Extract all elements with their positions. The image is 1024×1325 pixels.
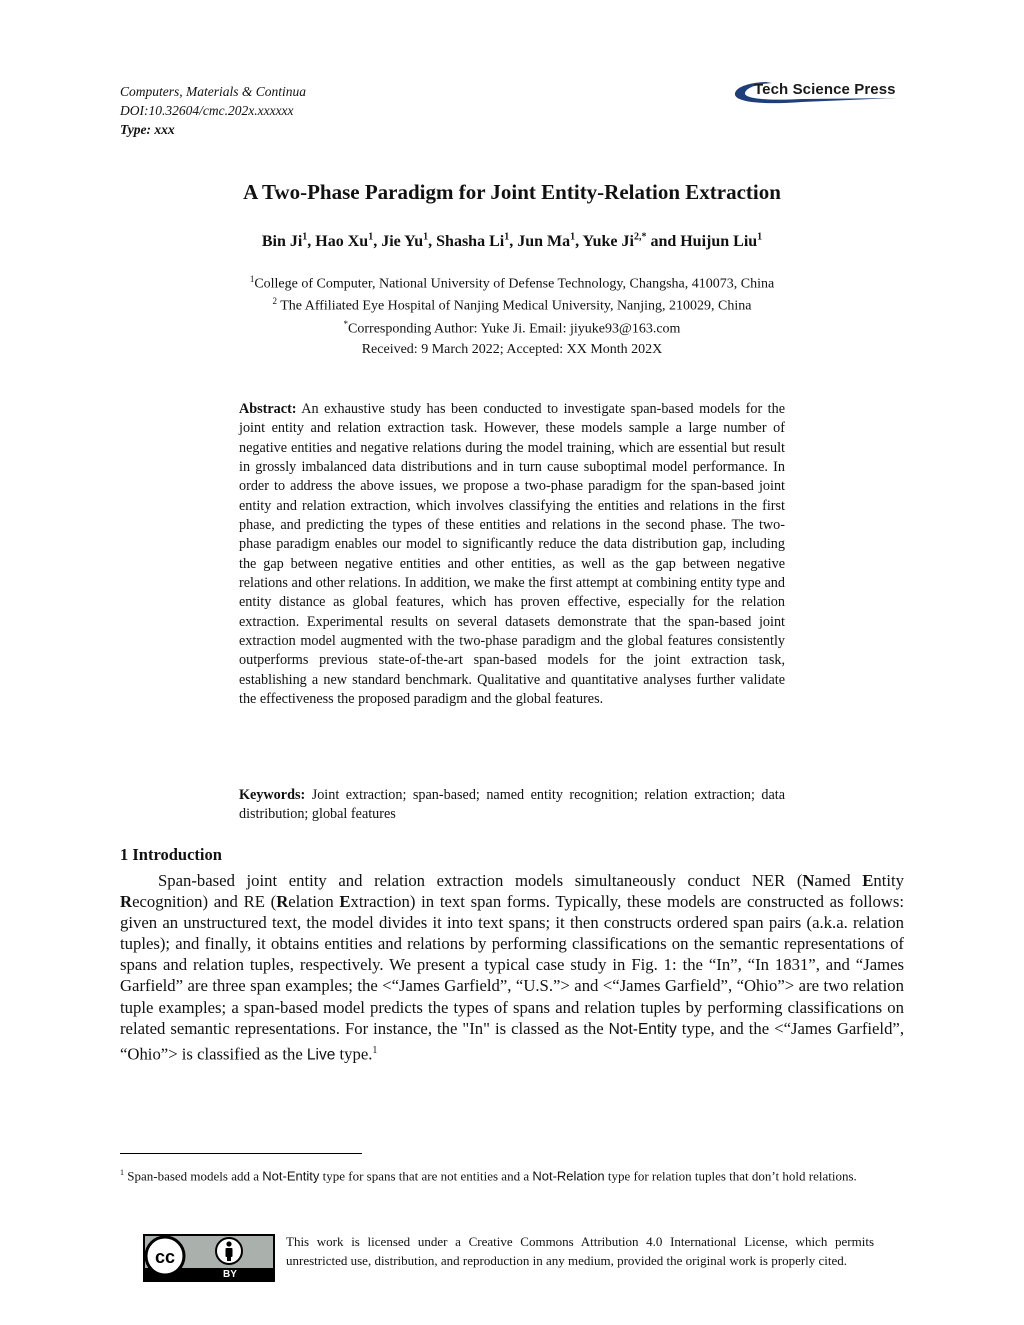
abstract-text: An exhaustive study has been conducted to investigate span-based models for the joint entity and relation extraction task. However, these models sample a large number of negative entities and negative relations during the model training, which are essential but result in grossly imbalanced data distributions and in turn cause suboptimal model performance. In order to address the above issues, we propose a two-phase paradigm for the span-based joint entity and relation extraction, which involves classifying the entities and relations in the first phase, and predicting the types of these entities and relations in the second phase. The two-phase paradigm enables our model to significantly reduce the data distribution gap, including the gap between negative entities and other entities, as well as the gap between negative relations and other relations. In addition, we make the first attempt at combining entity type and entity distance as global features, which has proven effective, especially for the relation extraction. Experimental results on several datasets demonstrate that the span-based joint extraction model augmented with the two-phase paradigm and the global features consistently outperforms previous state-of-the-art span-based models for the joint extraction task, establishing a new standard benchmark. Qualitative and quantitative analyses further validate the effectiveness the proposed paradigm and the global features. xyxy=(239,401,786,708)
keywords-text: Joint extraction; span-based; named entity recognition; relation extraction; data distribution; global features xyxy=(239,787,786,823)
abstract xyxy=(239,400,785,710)
publisher-logo xyxy=(732,77,904,107)
footnote: $^1$ Span-based models add a Not-Entity type for spans that are not entities and a Not-Relation type for relation tuples that don’t hold relations. xyxy=(120,1168,857,1184)
author: Shasha Li$^1$, xyxy=(436,232,518,251)
author: Jun Ma$^1$, xyxy=(517,232,583,251)
author: Yuke $Ji^{2,*}$ and xyxy=(582,232,681,251)
journal-name: Computers, Materials & Continua xyxy=(120,84,307,99)
cc-by-badge[interactable] xyxy=(143,1234,275,1282)
introduction-body xyxy=(120,870,904,1065)
received-dates: Received: 9 March 2022; Accepted: XX Month 202X xyxy=(361,342,663,357)
section-heading: 1 Introduction xyxy=(120,845,222,864)
cc-by-label: BY xyxy=(223,1269,237,1280)
affiliation-1: $^1$College of Computer, National University of Defense Technology, Changsha, 410073, China xyxy=(249,274,775,292)
journal-header xyxy=(120,82,306,139)
article-type: Type: xxx xyxy=(120,122,175,137)
corresponding-author: *Corresponding Author: Yuke Ji. Email: jiyuke93@163.com xyxy=(343,319,681,337)
journal-doi: DOI:10.32604/cmc.202x.xxxxxx xyxy=(120,103,294,118)
cc-license-icon xyxy=(143,1234,275,1282)
paper-title: A Two-Phase Paradigm for Joint Entity-Relation Extraction xyxy=(243,180,781,204)
not-entity-term: Not-Entity xyxy=(608,1020,677,1038)
keywords-label: Keywords: xyxy=(239,787,306,803)
footnote-divider xyxy=(120,1153,362,1154)
affiliation-2: $^2$ The Affiliated Eye Hospital of Nanjing Medical University, Nanjing, 210029, China xyxy=(272,296,752,314)
keywords xyxy=(239,786,785,825)
svg-text:cc: cc xyxy=(154,1247,176,1267)
author: Huijun Liu$^1$ xyxy=(680,232,763,251)
live-term: Live xyxy=(306,1046,336,1064)
intro-paragraph: Span-based joint entity and relation extraction models simultaneously conduct NER (Named Entity Recognition) and RE (Relation Extraction) in text span forms. Typically, these models are constructed as follows: given an unstructured text, the model divides it into text spans; it then constructs ordered span pairs (a.k.a. relation tuples); and finally, it obtains entities and relations by performing classifications on the semantic representations of spans and relation tuples, respectively. We present a typical case study in Fig. 1: the “In”, “In 1831”, and “James Garfield” are three span examples; the <“James Garfield”, “U.S.”> and <“James Garfield”, “Ohio”> are two relation tuple examples; a span-based model predicts the types of spans and relation tuples by performing classifications on related semantic representations. For instance, the "In" is classed as the Not-Entity type, and the <“James Garfield”, “Ohio”> is classified as the Live type.$^1$ xyxy=(120,871,904,1064)
author: Hao Xu$^1$, xyxy=(315,232,382,251)
author: Jie Yu$^1$, xyxy=(381,232,437,251)
abstract-label: Abstract: xyxy=(239,401,297,417)
author-list xyxy=(0,232,1024,251)
license-text: This work is licensed under a Creative Commons Attribution 4.0 International License, which permits unrestricted use, distribution, and reproduction in any medium, provided the original work is properly cited. xyxy=(286,1234,874,1268)
author: Bin Ji$^1$, xyxy=(261,232,316,251)
footnote-ref[interactable]: 1 xyxy=(372,1044,378,1056)
publisher-name: Tech Science Press xyxy=(754,81,896,98)
